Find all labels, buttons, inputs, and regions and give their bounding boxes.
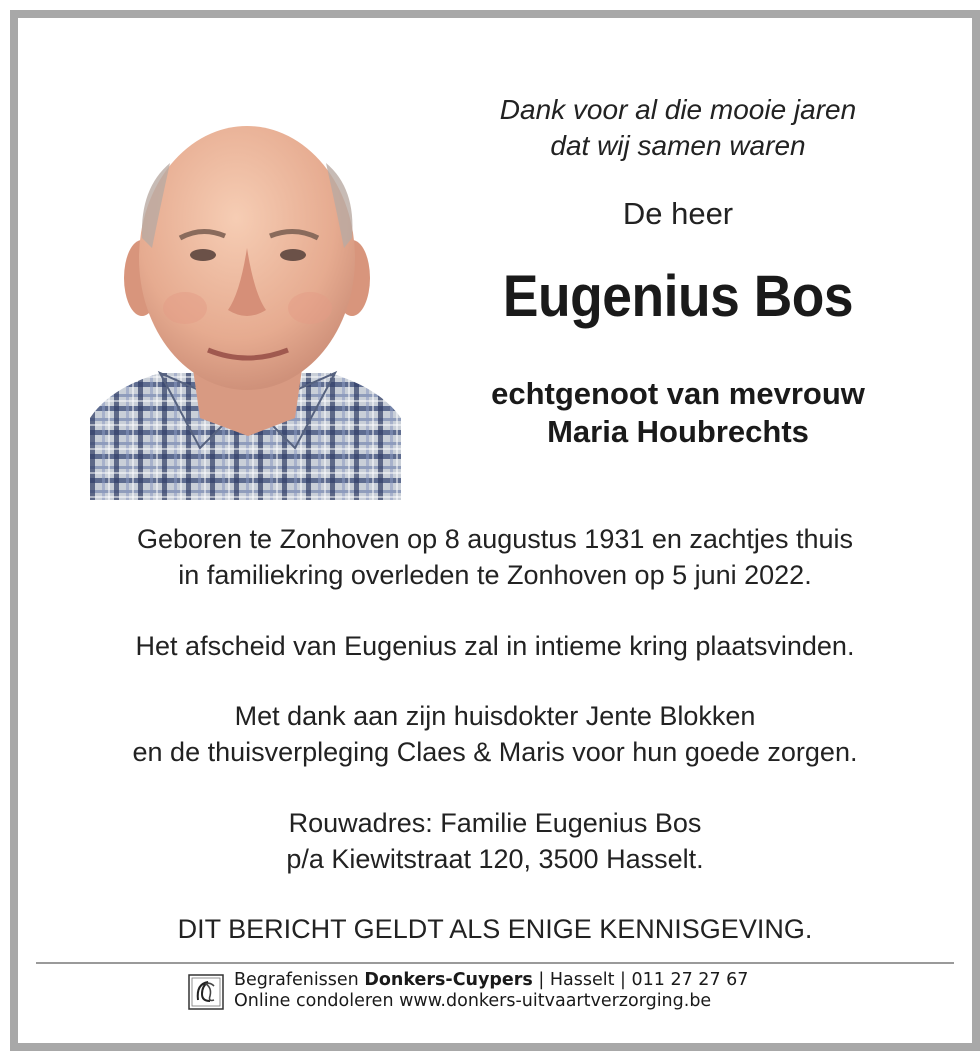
address-line-1: Rouwadres: Familie Eugenius Bos: [288, 808, 702, 838]
farewell-paragraph: [48, 628, 942, 664]
footer-line-1: [234, 970, 748, 991]
funeral-home-logo-icon: [188, 974, 224, 1010]
farewell-line: Het afscheid van Eugenius zal in intieme kring plaatsvinden.: [135, 631, 855, 661]
honorific-title: De heer: [622, 196, 734, 231]
spouse-line-2: Maria Houbrechts: [547, 414, 809, 449]
footer-online-condolence[interactable]: Online condoleren www.donkers-uitvaartverzorging.be: [234, 991, 712, 1011]
address-line-2: p/a Kiewitstraat 120, 3500 Hasselt.: [286, 844, 704, 874]
spouse-info: [438, 375, 918, 451]
thanks-paragraph: [48, 698, 942, 770]
notice-paragraph: [48, 911, 942, 947]
portrait-photo: [90, 118, 401, 500]
footer-divider: [36, 962, 954, 964]
footer-contact: | Hasselt | 011 27 27 67: [532, 970, 749, 990]
deceased-name: Eugenius Bos: [502, 264, 854, 329]
spouse-line-1: echtgenoot van mevrouw: [491, 376, 865, 411]
footer-text: [234, 970, 748, 1012]
birth-death-paragraph: [48, 521, 942, 593]
address-paragraph: [48, 805, 942, 877]
company-name: Donkers-Cuypers: [364, 970, 533, 990]
thanks-line-2: en de thuisverpleging Claes & Maris voor hun goede zorgen.: [132, 737, 858, 767]
footer-prefix: Begrafenissen: [234, 970, 365, 990]
birth-line-2: in familiekring overleden te Zonhoven op 5 juni 2022.: [178, 560, 812, 590]
funeral-home-footer: [188, 968, 908, 1016]
memorial-quote: [438, 92, 918, 164]
obituary-frame: [10, 10, 980, 1051]
quote-line-1: Dank voor al die mooie jaren: [499, 94, 857, 125]
quote-line-2: dat wij samen waren: [550, 130, 806, 161]
thanks-line-1: Met dank aan zijn huisdokter Jente Blokken: [234, 701, 756, 731]
notice-line: DIT BERICHT GELDT ALS ENIGE KENNISGEVING.: [177, 914, 813, 944]
birth-line-1: Geboren te Zonhoven op 8 augustus 1931 en zachtjes thuis: [136, 524, 853, 554]
